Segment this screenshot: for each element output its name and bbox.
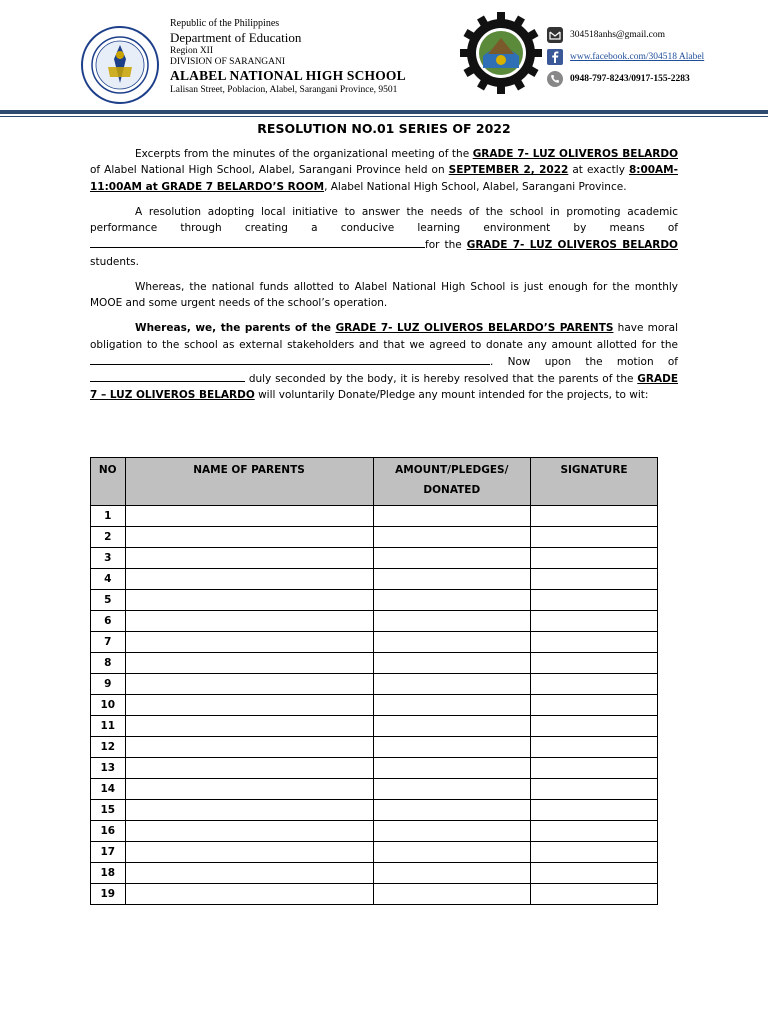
row-number: 7: [91, 632, 126, 653]
signature-cell[interactable]: [531, 737, 658, 758]
signature-cell[interactable]: [531, 527, 658, 548]
signature-cell[interactable]: [531, 653, 658, 674]
signature-cell[interactable]: [531, 758, 658, 779]
letterhead: [0, 0, 768, 110]
signature-cell[interactable]: [531, 842, 658, 863]
department-line: Department of Education: [170, 30, 302, 45]
text: for the: [425, 239, 467, 252]
table-row: [91, 653, 658, 674]
amount-cell[interactable]: [373, 548, 531, 569]
pledge-table: [90, 457, 658, 905]
header-divider-thin: [0, 116, 768, 117]
header-no: NO: [91, 458, 126, 506]
signature-cell[interactable]: [531, 863, 658, 884]
phone-icon: [546, 70, 564, 88]
parent-name-cell[interactable]: [125, 695, 373, 716]
parent-name-cell[interactable]: [125, 506, 373, 527]
table-row: [91, 737, 658, 758]
header-amount-line2: DONATED: [423, 483, 481, 496]
grade-parents: GRADE 7- LUZ OLIVEROS BELARDO’S PARENTS: [335, 322, 614, 335]
resolution-body: [90, 146, 678, 413]
row-number: 2: [91, 527, 126, 548]
paragraph-resolution: [90, 204, 678, 270]
grade-section: GRADE 7- LUZ OLIVEROS BELARDO: [466, 239, 678, 252]
parent-name-cell[interactable]: [125, 800, 373, 821]
amount-cell[interactable]: [373, 779, 531, 800]
amount-cell[interactable]: [373, 590, 531, 611]
row-number: 17: [91, 842, 126, 863]
parent-name-cell[interactable]: [125, 548, 373, 569]
table-row: [91, 548, 658, 569]
header-signature: SIGNATURE: [531, 458, 658, 506]
parent-name-cell[interactable]: [125, 842, 373, 863]
school-name: ALABEL NATIONAL HIGH SCHOOL: [170, 68, 406, 84]
table-row: [91, 716, 658, 737]
table-row: [91, 632, 658, 653]
parent-name-cell[interactable]: [125, 716, 373, 737]
signature-cell[interactable]: [531, 548, 658, 569]
row-number: 12: [91, 737, 126, 758]
contact-block: [546, 24, 704, 90]
table-row: [91, 611, 658, 632]
grade-section: GRADE 7 – LUZ OLIVEROS BELARDO: [90, 373, 678, 402]
amount-cell[interactable]: [373, 821, 531, 842]
header-name: NAME OF PARENTS: [125, 458, 373, 506]
parent-name-cell[interactable]: [125, 863, 373, 884]
blank-line[interactable]: [90, 353, 490, 365]
amount-cell[interactable]: [373, 506, 531, 527]
facebook-link[interactable]: www.facebook.com/304518 Alabel: [570, 52, 705, 62]
parent-name-cell[interactable]: [125, 758, 373, 779]
amount-cell[interactable]: [373, 611, 531, 632]
table-row: [91, 800, 658, 821]
parent-name-cell[interactable]: [125, 527, 373, 548]
signature-cell[interactable]: [531, 884, 658, 905]
table-row: [91, 863, 658, 884]
signature-cell[interactable]: [531, 779, 658, 800]
school-seal-logo: [458, 10, 544, 96]
blank-line[interactable]: [90, 370, 245, 382]
header-amount-line1: AMOUNT/PLEDGES/: [395, 464, 509, 476]
text: . Now upon the motion of: [490, 355, 678, 368]
parent-name-cell[interactable]: [125, 737, 373, 758]
table-body: [91, 506, 658, 905]
header-amount: [373, 458, 531, 506]
parent-name-cell[interactable]: [125, 611, 373, 632]
deped-seal-logo: [80, 25, 160, 105]
signature-cell[interactable]: [531, 632, 658, 653]
email-icon: [546, 26, 564, 44]
signature-cell[interactable]: [531, 611, 658, 632]
amount-cell[interactable]: [373, 674, 531, 695]
division-line: DIVISION OF SARANGANI: [170, 56, 286, 67]
phone-row: [546, 68, 704, 90]
signature-cell[interactable]: [531, 506, 658, 527]
region-line: Region XII: [170, 45, 214, 56]
parent-name-cell[interactable]: [125, 632, 373, 653]
amount-cell[interactable]: [373, 884, 531, 905]
resolution-title: RESOLUTION NO.01 SERIES OF 2022: [257, 121, 511, 136]
row-number: 8: [91, 653, 126, 674]
table-row: [91, 569, 658, 590]
paragraph-parents: [90, 320, 678, 403]
row-number: 6: [91, 611, 126, 632]
table-header-row: [91, 458, 658, 506]
signature-cell[interactable]: [531, 821, 658, 842]
blank-line[interactable]: [90, 236, 425, 248]
text: of Alabel National High School, Alabel, Sarangani Province held on: [90, 164, 449, 177]
table-row: [91, 779, 658, 800]
amount-cell[interactable]: [373, 863, 531, 884]
table-row: [91, 695, 658, 716]
amount-cell[interactable]: [373, 527, 531, 548]
row-number: 11: [91, 716, 126, 737]
amount-cell[interactable]: [373, 716, 531, 737]
amount-cell[interactable]: [373, 842, 531, 863]
row-number: 19: [91, 884, 126, 905]
text: A resolution adopting local initiative to answer the needs of the school in promoting academic performance through creating a conducive learning environment by means of: [90, 205, 678, 235]
table-row: [91, 674, 658, 695]
phone-numbers: 0948-797-8243/0917-155-2283: [570, 74, 690, 84]
row-number: 1: [91, 506, 126, 527]
amount-cell[interactable]: [373, 800, 531, 821]
amount-cell[interactable]: [373, 569, 531, 590]
table-row: [91, 590, 658, 611]
paragraph-minutes: [90, 146, 678, 195]
parent-name-cell[interactable]: [125, 779, 373, 800]
table-row: [91, 842, 658, 863]
row-number: 3: [91, 548, 126, 569]
signature-cell[interactable]: [531, 590, 658, 611]
header-divider: [0, 110, 768, 114]
parent-name-cell[interactable]: [125, 653, 373, 674]
row-number: 18: [91, 863, 126, 884]
text: at exactly: [568, 164, 629, 177]
signature-cell[interactable]: [531, 695, 658, 716]
paragraph-national-funds: Whereas, the national funds allotted to Alabel National High School is just enough for the monthly MOOE and some urgent needs of the school’s operation.: [90, 280, 678, 310]
amount-cell[interactable]: [373, 653, 531, 674]
parent-name-cell[interactable]: [125, 884, 373, 905]
table-row: [91, 821, 658, 842]
parent-name-cell[interactable]: [125, 674, 373, 695]
text: duly seconded by the body, it is hereby resolved that the parents of the: [245, 373, 638, 386]
facebook-icon: [546, 48, 564, 66]
letterhead-text: [170, 18, 406, 96]
meeting-date: SEPTEMBER 2, 2022: [448, 164, 569, 177]
signature-cell[interactable]: [531, 569, 658, 590]
table-row: [91, 758, 658, 779]
row-number: 5: [91, 590, 126, 611]
row-number: 4: [91, 569, 126, 590]
row-number: 14: [91, 779, 126, 800]
table-row: [91, 506, 658, 527]
email-row: [546, 24, 704, 46]
parent-name-cell[interactable]: [125, 590, 373, 611]
signature-cell[interactable]: [531, 674, 658, 695]
text: Whereas, we, the parents of the: [135, 322, 336, 335]
table-row: [91, 527, 658, 548]
republic-line: Republic of the Philippines: [170, 18, 280, 29]
table-row: [91, 884, 658, 905]
text: Excerpts from the minutes of the organizational meeting of the: [135, 148, 473, 160]
text: students.: [90, 255, 139, 268]
facebook-row[interactable]: [546, 46, 704, 68]
amount-cell[interactable]: [373, 758, 531, 779]
signature-cell[interactable]: [531, 800, 658, 821]
text: , Alabel National High School, Alabel, Sarangani Province.: [324, 180, 627, 193]
amount-cell[interactable]: [373, 695, 531, 716]
text: will voluntarily Donate/Pledge any mount intended for the projects, to wit:: [254, 389, 649, 402]
amount-cell[interactable]: [373, 737, 531, 758]
grade-section: GRADE 7- LUZ OLIVEROS BELARDO: [472, 148, 678, 160]
row-number: 16: [91, 821, 126, 842]
signature-cell[interactable]: [531, 716, 658, 737]
amount-cell[interactable]: [373, 632, 531, 653]
meeting-time-venue: 8:00AM-11:00AM at GRADE 7 BELARDO’S ROOM: [90, 164, 678, 193]
email-address: 304518anhs@gmail.com: [570, 30, 666, 40]
row-number: 10: [91, 695, 126, 716]
parent-name-cell[interactable]: [125, 569, 373, 590]
row-number: 13: [91, 758, 126, 779]
text: have moral obligation to the school as external stakeholders and that we agreed to donate any amount allotted for the: [90, 322, 678, 351]
school-address: Lalisan Street, Poblacion, Alabel, Sarangani Province, 9501: [170, 84, 398, 95]
parent-name-cell[interactable]: [125, 821, 373, 842]
row-number: 15: [91, 800, 126, 821]
row-number: 9: [91, 674, 126, 695]
